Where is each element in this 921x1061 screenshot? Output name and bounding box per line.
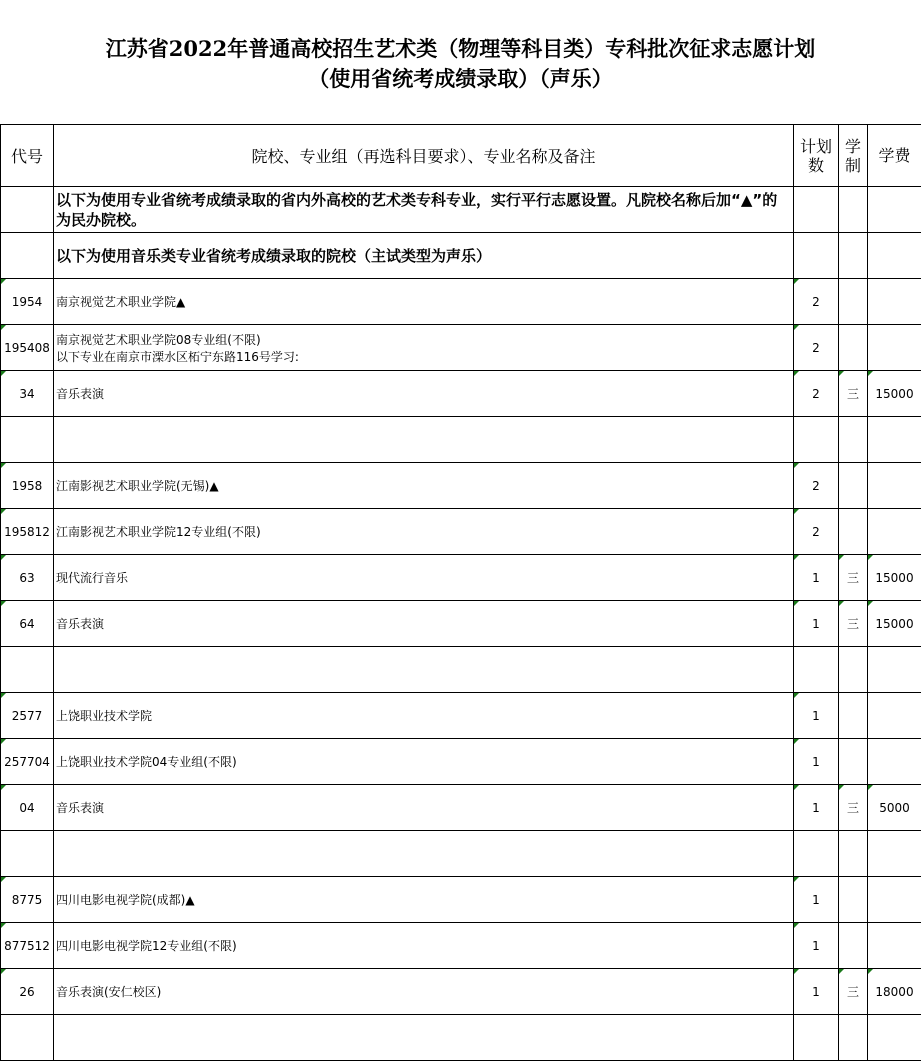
note-row xyxy=(1,233,921,279)
document-title xyxy=(0,34,921,94)
note-text: 以下为使用音乐类专业省统考成绩录取的院校（主试类型为声乐） xyxy=(54,233,794,279)
table-row xyxy=(1,877,921,923)
code: 195408 xyxy=(4,340,50,355)
years-cell xyxy=(839,969,868,1015)
years-cell xyxy=(839,601,868,647)
name-cell xyxy=(54,923,794,969)
empty-cell xyxy=(794,233,839,279)
years-cell xyxy=(839,463,868,509)
name-cell xyxy=(54,509,794,555)
empty-cell xyxy=(868,233,921,279)
plan-cell xyxy=(794,1015,839,1061)
plan-cell xyxy=(794,647,839,693)
plan: 1 xyxy=(812,616,820,631)
plan-cell xyxy=(794,279,839,325)
plan: 1 xyxy=(812,892,820,907)
years: 三 xyxy=(846,571,859,585)
note-text: 以下为使用专业省统考成绩录取的省内外高校的艺术类专科专业，实行平行志愿设置。凡院校名称后加“▲”的为民办院校。 xyxy=(54,187,794,233)
name: 音乐表演 xyxy=(56,617,105,631)
years-cell xyxy=(839,325,868,371)
name-cell xyxy=(54,969,794,1015)
empty-cell xyxy=(794,187,839,233)
years: 三 xyxy=(846,617,859,631)
name: 音乐表演(安仁校区) xyxy=(56,985,162,999)
plan-cell xyxy=(794,463,839,509)
name: 音乐表演 xyxy=(56,801,105,815)
title-line-2: （使用省统考成绩录取）（声乐） xyxy=(308,66,613,91)
fee-cell xyxy=(868,279,921,325)
empty-cell xyxy=(1,187,54,233)
plan-cell xyxy=(794,417,839,463)
name: 江南影视艺术职业学院12专业组(不限) xyxy=(56,525,261,539)
fee-cell xyxy=(868,601,921,647)
fee-cell xyxy=(868,693,921,739)
table-row xyxy=(1,509,921,555)
years: 三 xyxy=(846,985,859,999)
plan-cell xyxy=(794,509,839,555)
plan: 2 xyxy=(812,524,820,539)
code-cell xyxy=(1,509,54,555)
fee-cell xyxy=(868,785,921,831)
code-cell xyxy=(1,371,54,417)
years-cell xyxy=(839,555,868,601)
plan: 2 xyxy=(812,478,820,493)
table-row xyxy=(1,463,921,509)
name-cell xyxy=(54,371,794,417)
code-cell xyxy=(1,417,54,463)
code-cell xyxy=(1,969,54,1015)
code-cell xyxy=(1,877,54,923)
code: 26 xyxy=(19,984,35,999)
code-cell xyxy=(1,463,54,509)
plan-cell xyxy=(794,831,839,877)
table-row xyxy=(1,555,921,601)
empty-cell xyxy=(839,187,868,233)
code: 877512 xyxy=(4,938,50,953)
years-cell xyxy=(839,785,868,831)
code-cell xyxy=(1,739,54,785)
plan-cell xyxy=(794,325,839,371)
name-cell xyxy=(54,647,794,693)
years: 三 xyxy=(846,801,859,815)
code: 63 xyxy=(19,570,35,585)
header-name: 院校、专业组（再选科目要求）、专业名称及备注 xyxy=(54,125,794,187)
plan: 1 xyxy=(812,754,820,769)
name: 音乐表演 xyxy=(56,387,105,401)
table-row xyxy=(1,739,921,785)
name-cell xyxy=(54,463,794,509)
code-cell xyxy=(1,831,54,877)
fee: 5000 xyxy=(879,800,910,815)
name: 南京视觉艺术职业学院08专业组(不限) xyxy=(56,332,261,347)
plan-cell xyxy=(794,923,839,969)
table-row xyxy=(1,831,921,877)
note-row xyxy=(1,187,921,233)
name-cell xyxy=(54,693,794,739)
plan-cell xyxy=(794,785,839,831)
fee-cell xyxy=(868,325,921,371)
plan: 1 xyxy=(812,570,820,585)
code: 1958 xyxy=(11,478,43,493)
name: 江南影视艺术职业学院(无锡)▲ xyxy=(56,479,219,493)
table-row xyxy=(1,969,921,1015)
name-note: 以下专业在南京市溧水区柘宁东路116号学习: xyxy=(56,349,299,364)
empty-cell xyxy=(839,233,868,279)
fee-cell xyxy=(868,1015,921,1061)
table-row xyxy=(1,693,921,739)
code-cell xyxy=(1,325,54,371)
name: 四川电影电视学院(成都)▲ xyxy=(56,893,195,907)
plan: 1 xyxy=(812,800,820,815)
plan-cell xyxy=(794,601,839,647)
fee-cell xyxy=(868,509,921,555)
code-cell xyxy=(1,279,54,325)
fee: 15000 xyxy=(875,570,914,585)
fee-cell xyxy=(868,831,921,877)
code: 2577 xyxy=(11,708,43,723)
name-cell xyxy=(54,279,794,325)
plan-cell xyxy=(794,371,839,417)
header-fee: 学费 xyxy=(868,125,921,187)
plan: 1 xyxy=(812,938,820,953)
name-cell xyxy=(54,739,794,785)
fee-cell xyxy=(868,739,921,785)
fee: 15000 xyxy=(875,386,914,401)
table-row xyxy=(1,1015,921,1061)
code: 64 xyxy=(19,616,35,631)
name-cell xyxy=(54,831,794,877)
code-cell xyxy=(1,693,54,739)
code: 195812 xyxy=(4,524,50,539)
years-cell xyxy=(839,739,868,785)
fee-cell xyxy=(868,555,921,601)
fee: 18000 xyxy=(875,984,914,999)
plan-cell xyxy=(794,739,839,785)
years: 三 xyxy=(846,387,859,401)
plan: 2 xyxy=(812,294,820,309)
plan-cell xyxy=(794,969,839,1015)
header-code: 代号 xyxy=(1,125,54,187)
fee-cell xyxy=(868,647,921,693)
fee: 15000 xyxy=(875,616,914,631)
table-row xyxy=(1,601,921,647)
code-cell xyxy=(1,923,54,969)
fee-cell xyxy=(868,463,921,509)
fee-cell xyxy=(868,417,921,463)
years-cell xyxy=(839,417,868,463)
plan: 1 xyxy=(812,984,820,999)
code-cell xyxy=(1,555,54,601)
table-row xyxy=(1,785,921,831)
empty-cell xyxy=(1,233,54,279)
years-cell xyxy=(839,693,868,739)
code-cell xyxy=(1,647,54,693)
plan-cell xyxy=(794,693,839,739)
name: 上饶职业技术学院 xyxy=(56,709,153,723)
header-plan: 计划数 xyxy=(794,125,839,187)
name-cell xyxy=(54,555,794,601)
code: 1954 xyxy=(11,294,43,309)
fee-cell xyxy=(868,877,921,923)
code: 34 xyxy=(19,386,35,401)
years-cell xyxy=(839,371,868,417)
years-cell xyxy=(839,877,868,923)
plan-cell xyxy=(794,555,839,601)
header-years: 学制 xyxy=(839,125,868,187)
title-line-1: 江苏省2022年普通高校招生艺术类（物理等科目类）专科批次征求志愿计划 xyxy=(105,36,816,61)
years-cell xyxy=(839,831,868,877)
years-cell xyxy=(839,647,868,693)
fee-cell xyxy=(868,969,921,1015)
code: 8775 xyxy=(11,892,43,907)
name: 现代流行音乐 xyxy=(56,571,129,585)
table-header-row xyxy=(1,125,921,187)
table-row xyxy=(1,371,921,417)
table-row xyxy=(1,417,921,463)
code-cell xyxy=(1,1015,54,1061)
name-cell xyxy=(54,877,794,923)
years-cell xyxy=(839,279,868,325)
years-cell xyxy=(839,509,868,555)
code: 04 xyxy=(19,800,35,815)
name-cell xyxy=(54,601,794,647)
table-row xyxy=(1,279,921,325)
code-cell xyxy=(1,785,54,831)
code-cell xyxy=(1,601,54,647)
fee-cell xyxy=(868,371,921,417)
enrollment-plan-table xyxy=(0,124,921,1061)
plan: 2 xyxy=(812,340,820,355)
years-cell xyxy=(839,1015,868,1061)
code: 257704 xyxy=(4,754,50,769)
empty-cell xyxy=(868,187,921,233)
plan: 1 xyxy=(812,708,820,723)
name-cell xyxy=(54,417,794,463)
name: 南京视觉艺术职业学院▲ xyxy=(56,295,186,309)
name: 上饶职业技术学院04专业组(不限) xyxy=(56,755,237,769)
years-cell xyxy=(839,923,868,969)
table-row xyxy=(1,647,921,693)
name: 四川电影电视学院12专业组(不限) xyxy=(56,939,237,953)
fee-cell xyxy=(868,923,921,969)
name-cell xyxy=(54,325,794,371)
name-cell xyxy=(54,785,794,831)
plan-cell xyxy=(794,877,839,923)
table-row xyxy=(1,325,921,371)
name-cell xyxy=(54,1015,794,1061)
table-row xyxy=(1,923,921,969)
plan: 2 xyxy=(812,386,820,401)
